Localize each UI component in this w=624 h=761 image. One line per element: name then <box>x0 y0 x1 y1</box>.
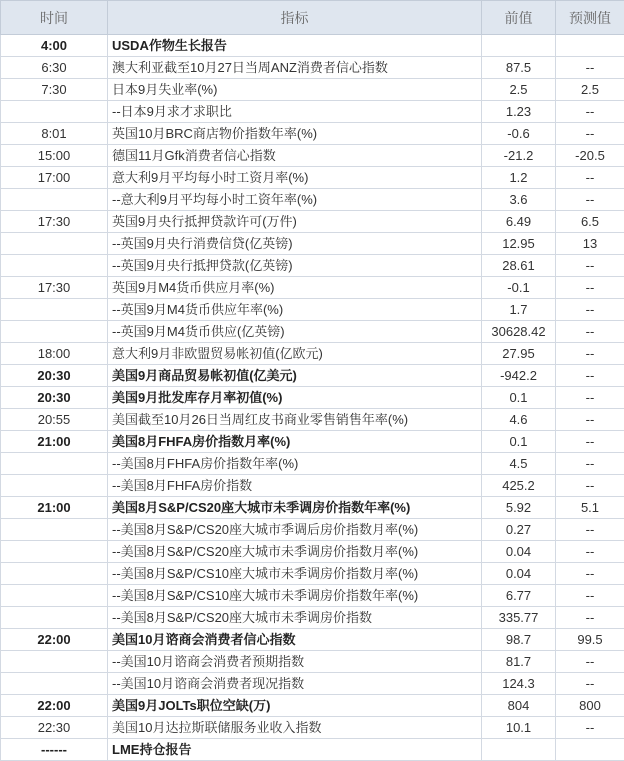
time-cell <box>1 101 108 123</box>
previous-value-cell: 12.95 <box>482 233 556 255</box>
previous-value-cell: 3.6 <box>482 189 556 211</box>
time-cell: ------ <box>1 739 108 761</box>
previous-value-cell: 0.1 <box>482 431 556 453</box>
indicator-cell: --美国8月S&P/CS20座大城市未季调房价指数 <box>108 607 482 629</box>
previous-value-cell: 1.23 <box>482 101 556 123</box>
indicator-cell: --美国8月S&P/CS20座大城市季调后房价指数月率(%) <box>108 519 482 541</box>
table-row <box>1 57 624 79</box>
forecast-value-cell: -- <box>556 167 624 189</box>
indicator-cell: USDA作物生长报告 <box>108 35 482 57</box>
forecast-value-cell: -- <box>556 277 624 299</box>
indicator-cell: 美国10月达拉斯联储服务业收入指数 <box>108 717 482 739</box>
table-row <box>1 321 624 343</box>
previous-value-cell: 81.7 <box>482 651 556 673</box>
previous-value-cell: 30628.42 <box>482 321 556 343</box>
indicator-cell: --美国8月S&P/CS20座大城市未季调房价指数月率(%) <box>108 541 482 563</box>
previous-value-cell: 5.92 <box>482 497 556 519</box>
previous-value-cell: 4.5 <box>482 453 556 475</box>
time-cell <box>1 519 108 541</box>
forecast-value-cell: -- <box>556 563 624 585</box>
time-cell <box>1 321 108 343</box>
previous-value-cell: 87.5 <box>482 57 556 79</box>
indicator-cell: --美国8月S&P/CS10座大城市未季调房价指数月率(%) <box>108 563 482 585</box>
forecast-value-cell: -- <box>556 123 624 145</box>
table-row <box>1 233 624 255</box>
previous-value-cell: 4.6 <box>482 409 556 431</box>
time-cell <box>1 233 108 255</box>
indicator-cell: 美国8月FHFA房价指数月率(%) <box>108 431 482 453</box>
header-previous: 前值 <box>482 1 556 35</box>
time-cell: 4:00 <box>1 35 108 57</box>
indicator-cell: --英国9月央行消费信贷(亿英镑) <box>108 233 482 255</box>
forecast-value-cell: -- <box>556 343 624 365</box>
table-row <box>1 563 624 585</box>
forecast-value-cell: -20.5 <box>556 145 624 167</box>
time-cell: 22:00 <box>1 629 108 651</box>
forecast-value-cell: -- <box>556 717 624 739</box>
indicator-cell: --美国10月谘商会消费者预期指数 <box>108 651 482 673</box>
previous-value-cell: 2.5 <box>482 79 556 101</box>
previous-value-cell: -942.2 <box>482 365 556 387</box>
previous-value-cell: 10.1 <box>482 717 556 739</box>
forecast-value-cell: -- <box>556 519 624 541</box>
indicator-cell: --美国8月FHFA房价指数 <box>108 475 482 497</box>
previous-value-cell: 1.7 <box>482 299 556 321</box>
table-row <box>1 739 624 761</box>
table-row <box>1 211 624 233</box>
time-cell: 21:00 <box>1 497 108 519</box>
time-cell: 6:30 <box>1 57 108 79</box>
time-cell: 17:30 <box>1 277 108 299</box>
table-row <box>1 123 624 145</box>
time-cell: 20:55 <box>1 409 108 431</box>
indicator-cell: LME持仓报告 <box>108 739 482 761</box>
table-row <box>1 585 624 607</box>
forecast-value-cell: 800 <box>556 695 624 717</box>
time-cell <box>1 585 108 607</box>
previous-value-cell <box>482 739 556 761</box>
previous-value-cell: 28.61 <box>482 255 556 277</box>
indicator-cell: --英国9月M4货币供应(亿英镑) <box>108 321 482 343</box>
table-row <box>1 629 624 651</box>
table-row <box>1 387 624 409</box>
time-cell: 20:30 <box>1 365 108 387</box>
indicator-cell: --日本9月求才求职比 <box>108 101 482 123</box>
table-row <box>1 145 624 167</box>
time-cell: 15:00 <box>1 145 108 167</box>
indicator-cell: --美国10月谘商会消费者现况指数 <box>108 673 482 695</box>
previous-value-cell: 335.77 <box>482 607 556 629</box>
indicator-cell: --美国8月FHFA房价指数年率(%) <box>108 453 482 475</box>
indicator-cell: 英国9月央行抵押贷款许可(万件) <box>108 211 482 233</box>
table-row <box>1 299 624 321</box>
previous-value-cell: -21.2 <box>482 145 556 167</box>
forecast-value-cell: -- <box>556 475 624 497</box>
previous-value-cell: 27.95 <box>482 343 556 365</box>
table-row <box>1 189 624 211</box>
header-forecast: 预测值 <box>556 1 624 35</box>
previous-value-cell: 124.3 <box>482 673 556 695</box>
time-cell <box>1 475 108 497</box>
previous-value-cell: 0.27 <box>482 519 556 541</box>
indicator-cell: 意大利9月非欧盟贸易帐初值(亿欧元) <box>108 343 482 365</box>
indicator-cell: --英国9月M4货币供应年率(%) <box>108 299 482 321</box>
previous-value-cell: 0.04 <box>482 541 556 563</box>
time-cell: 22:00 <box>1 695 108 717</box>
indicator-cell: --英国9月央行抵押贷款(亿英镑) <box>108 255 482 277</box>
indicator-cell: --美国8月S&P/CS10座大城市未季调房价指数年率(%) <box>108 585 482 607</box>
table-row <box>1 453 624 475</box>
forecast-value-cell: -- <box>556 607 624 629</box>
forecast-value-cell: -- <box>556 585 624 607</box>
header-row <box>1 1 624 35</box>
table-row <box>1 409 624 431</box>
forecast-value-cell: -- <box>556 189 624 211</box>
time-cell: 21:00 <box>1 431 108 453</box>
forecast-value-cell: -- <box>556 651 624 673</box>
indicator-cell: 日本9月失业率(%) <box>108 79 482 101</box>
time-cell: 17:30 <box>1 211 108 233</box>
table-row <box>1 541 624 563</box>
time-cell: 7:30 <box>1 79 108 101</box>
table-row <box>1 673 624 695</box>
time-cell <box>1 299 108 321</box>
time-cell <box>1 563 108 585</box>
forecast-value-cell: -- <box>556 387 624 409</box>
previous-value-cell: 0.1 <box>482 387 556 409</box>
table-row <box>1 695 624 717</box>
table-row <box>1 79 624 101</box>
table-row <box>1 343 624 365</box>
time-cell <box>1 651 108 673</box>
table-row <box>1 167 624 189</box>
table-row <box>1 277 624 299</box>
forecast-value-cell: -- <box>556 101 624 123</box>
table-row <box>1 35 624 57</box>
forecast-value-cell: 6.5 <box>556 211 624 233</box>
table-row <box>1 607 624 629</box>
forecast-value-cell: 13 <box>556 233 624 255</box>
table-row <box>1 651 624 673</box>
header-indicator: 指标 <box>108 1 482 35</box>
forecast-value-cell: -- <box>556 365 624 387</box>
forecast-value-cell: -- <box>556 673 624 695</box>
indicator-cell: 美国9月批发库存月率初值(%) <box>108 387 482 409</box>
indicator-cell: 德国11月Gfk消费者信心指数 <box>108 145 482 167</box>
previous-value-cell: 425.2 <box>482 475 556 497</box>
table-row <box>1 497 624 519</box>
forecast-value-cell: 2.5 <box>556 79 624 101</box>
forecast-value-cell: -- <box>556 431 624 453</box>
header-time: 时间 <box>1 1 108 35</box>
previous-value-cell: -0.1 <box>482 277 556 299</box>
forecast-value-cell: -- <box>556 299 624 321</box>
forecast-value-cell: 5.1 <box>556 497 624 519</box>
indicator-cell: 意大利9月平均每小时工资月率(%) <box>108 167 482 189</box>
time-cell <box>1 189 108 211</box>
previous-value-cell: 0.04 <box>482 563 556 585</box>
previous-value-cell: 98.7 <box>482 629 556 651</box>
forecast-value-cell: -- <box>556 541 624 563</box>
table-row <box>1 475 624 497</box>
forecast-value-cell: -- <box>556 321 624 343</box>
indicator-cell: 英国10月BRC商店物价指数年率(%) <box>108 123 482 145</box>
table-row <box>1 717 624 739</box>
indicator-cell: 美国9月商品贸易帐初值(亿美元) <box>108 365 482 387</box>
table-row <box>1 255 624 277</box>
time-cell: 8:01 <box>1 123 108 145</box>
time-cell <box>1 607 108 629</box>
indicator-cell: 英国9月M4货币供应月率(%) <box>108 277 482 299</box>
forecast-value-cell <box>556 739 624 761</box>
table-row <box>1 365 624 387</box>
time-cell: 17:00 <box>1 167 108 189</box>
forecast-value-cell: -- <box>556 409 624 431</box>
time-cell: 18:00 <box>1 343 108 365</box>
forecast-value-cell: -- <box>556 453 624 475</box>
time-cell: 20:30 <box>1 387 108 409</box>
previous-value-cell: 804 <box>482 695 556 717</box>
table-row <box>1 519 624 541</box>
time-cell <box>1 453 108 475</box>
indicator-cell: --意大利9月平均每小时工资年率(%) <box>108 189 482 211</box>
previous-value-cell: 1.2 <box>482 167 556 189</box>
table-row <box>1 101 624 123</box>
forecast-value-cell: -- <box>556 255 624 277</box>
forecast-value-cell: -- <box>556 57 624 79</box>
indicator-cell: 澳大利亚截至10月27日当周ANZ消费者信心指数 <box>108 57 482 79</box>
previous-value-cell <box>482 35 556 57</box>
previous-value-cell: 6.77 <box>482 585 556 607</box>
indicator-cell: 美国9月JOLTs职位空缺(万) <box>108 695 482 717</box>
table-body <box>1 35 624 761</box>
forecast-value-cell: 99.5 <box>556 629 624 651</box>
time-cell <box>1 673 108 695</box>
forecast-value-cell <box>556 35 624 57</box>
indicator-cell: 美国8月S&P/CS20座大城市未季调房价指数年率(%) <box>108 497 482 519</box>
time-cell <box>1 541 108 563</box>
indicator-cell: 美国截至10月26日当周红皮书商业零售销售年率(%) <box>108 409 482 431</box>
time-cell: 22:30 <box>1 717 108 739</box>
previous-value-cell: -0.6 <box>482 123 556 145</box>
time-cell <box>1 255 108 277</box>
table-header <box>1 1 624 35</box>
table-row <box>1 431 624 453</box>
indicator-cell: 美国10月谘商会消费者信心指数 <box>108 629 482 651</box>
previous-value-cell: 6.49 <box>482 211 556 233</box>
